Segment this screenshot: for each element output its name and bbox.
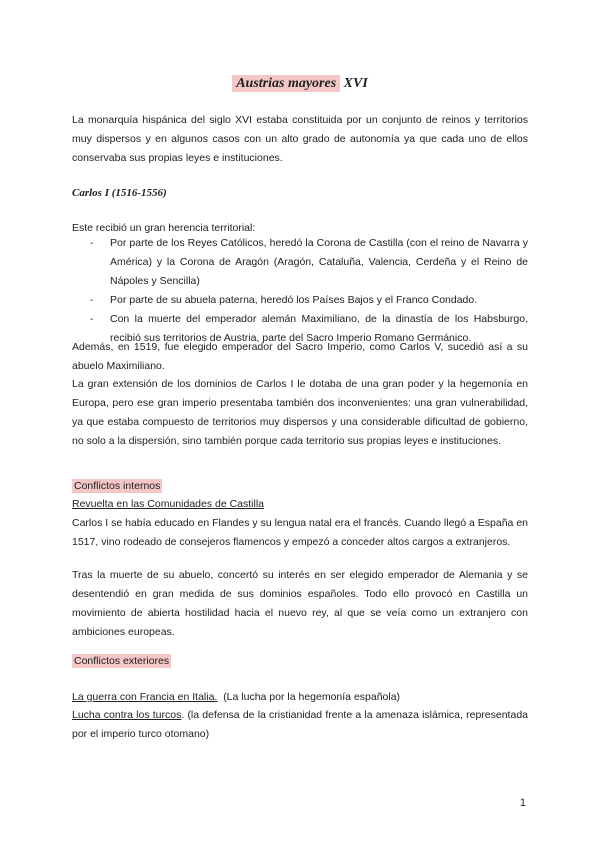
page-title [0,76,600,92]
carlos-lead: Este recibió un gran herencia territorial: [72,222,256,234]
exteriores-item-1: La guerra con Francia en Italia. (La lucha por la hegemonía española) [72,691,401,703]
title-highlight: Austrias mayores [232,75,340,92]
list-item: - Por parte de su abuela paterna, heredó los Países Bajos y el Franco Condado. [90,294,478,306]
list-item: - Por parte de los Reyes Católicos, heredó la Corona de Castilla (con el reino de Navarra y América) y la Corona de Aragón (Aragón, Cataluña, Valencia, Cerdeña y el Reino de Nápoles y Sencilla) [90,237,528,287]
list-item: - Con la muerte del emperador alemán Maximiliano, de la dinastía de los Habsburgo, recibió sus territorios de Austria, parte del Sacro Imperio Romano Germánico. [90,313,528,344]
carlos-heading: Carlos I (1516-1556) [72,187,167,199]
internos-paragraph-2: Tras la muerte de su abuelo, concertó su interés en ser elegido emperador de Alemania y se desentendió en gran medida de sus dominios españoles. Todo ello provocó en Castilla un movimiento de abierta hostilidad hacia el nuevo rey, al que se veía como un extranjero con ambiciones europeas. [72,569,528,638]
carlos-paragraph-2: La gran extensión de los dominios de Carlos I le dotaba de una gran poder y la hegemonía en Europa, pero ese gran imperio presentaba también dos inconvenientes: una gran vulnerabilidad, ya que estaba compuesto de territorios muy dispersos y una considerable dificultad de gobierno, no solo a la dispersión, sino también porque cada territorio sus propias leyes e instituciones. [72,378,528,447]
carlos-paragraph-1: Además, en 1519, fue elegido emperador del Sacro Imperio, como Carlos V, sucedió así a su abuelo Maximiliano. [72,341,528,372]
intro-paragraph: La monarquía hispánica del siglo XVI estaba constituida por un conjunto de reinos y territorios muy dispersos y en algunos casos con un alto grado de autonomía ya que cada uno de ellos conservaba sus propias leyes e instituciones. [72,114,528,164]
exteriores-heading: Conflictos exteriores [74,655,170,667]
internos-subheading: Revuelta en las Comunidades de Castilla [72,498,265,510]
exteriores-item-2: Lucha contra los turcos. (la defensa de la cristianidad frente a la amenaza islámica, representada por el imperio turco otomano) [72,709,528,740]
internos-paragraph-1: Carlos I se había educado en Flandes y su lengua natal era el francés. Cuando llegó a España en 1517, vino rodeado de consejeros flamencos y empezó a conceder altos cargos a extranjeros. [72,517,528,548]
inheritance-list [90,234,528,348]
title-century: XVI [343,76,368,91]
internos-heading: Conflictos internos [74,480,161,492]
page-number: 1 [519,797,526,809]
